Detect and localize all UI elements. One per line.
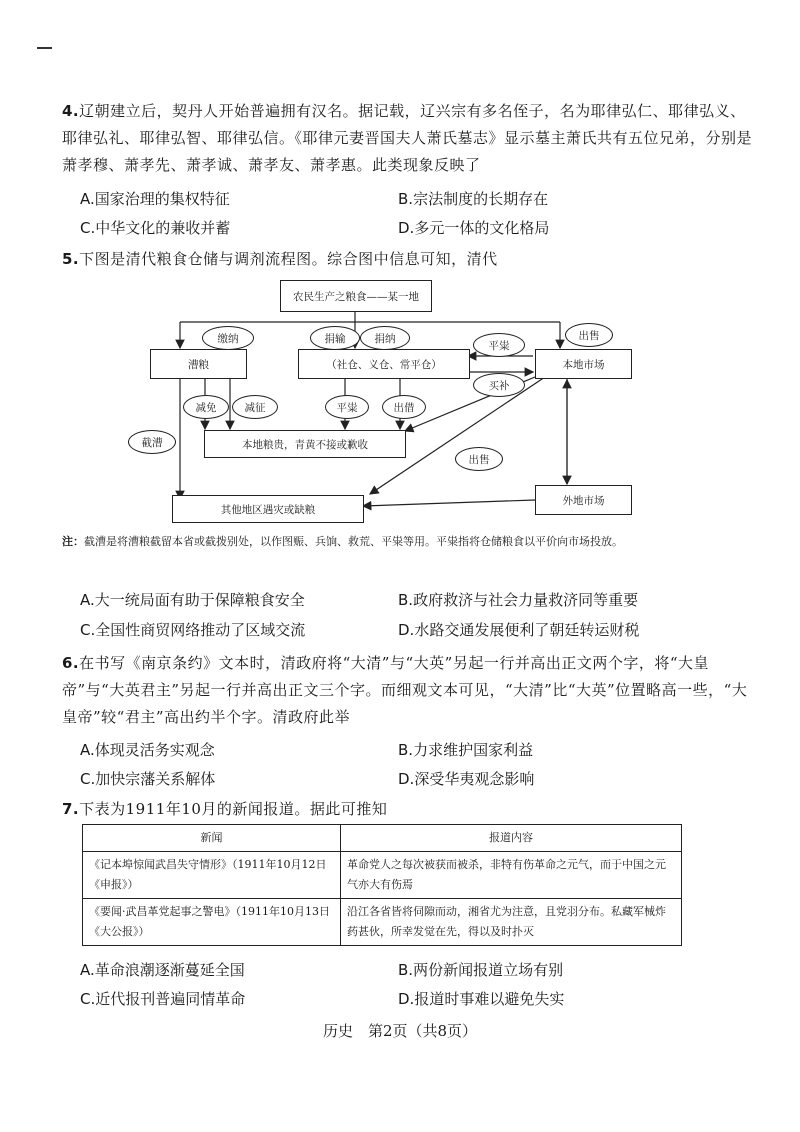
option-b[interactable]: B.两份新闻报道立场有别 bbox=[398, 961, 564, 979]
question-text: 在书写《南京条约》文本时，清政府将“大清”与“大英”另起一行并高出正文两个字，将“大皇帝”与“大英君主”另起一行并高出正文三个字。而细观文本可见，“大清”比“大英”位置略高一些，“大皇帝”较“君主”高出约半个字。清政府此举 bbox=[62, 654, 748, 726]
box-other-region: 其他地区遇灾或缺粮 bbox=[172, 495, 364, 523]
option-d[interactable]: D.水路交通发展便利了朝廷转运财税 bbox=[398, 621, 640, 639]
option-a[interactable]: A.体现灵活务实观念 bbox=[80, 741, 215, 759]
question-number: 7. bbox=[62, 800, 80, 818]
box-local-grain: 本地粮贵，青黄不接或歉收 bbox=[204, 430, 406, 458]
option-a[interactable]: A.大一统局面有助于保障粮食安全 bbox=[80, 591, 305, 609]
box-caoliang: 漕粮 bbox=[150, 349, 247, 379]
option-c[interactable]: C.加快宗藩关系解体 bbox=[80, 770, 216, 788]
table-cell: 革命党人之每次被获而被杀，非特有伤革命之元气，而于中国之元气亦大有伤焉 bbox=[341, 852, 682, 899]
ellipse-juanna: 捐纳 bbox=[360, 326, 410, 350]
box-farmer-grain: 农民生产之粮食——某一地 bbox=[280, 280, 432, 312]
ellipse-juanshu: 捐输 bbox=[310, 326, 360, 350]
column-header-news: 新闻 bbox=[83, 825, 341, 852]
option-d[interactable]: D.多元一体的文化格局 bbox=[398, 219, 550, 237]
ellipse-jiecao: 截漕 bbox=[128, 430, 176, 454]
table-cell: 《记本埠惊闻武昌失守情形》（1911年10月12日《申报》） bbox=[83, 852, 341, 899]
table-header-row bbox=[83, 825, 682, 852]
option-b[interactable]: B.力求维护国家利益 bbox=[398, 741, 534, 759]
question-7-stem bbox=[62, 796, 752, 823]
column-header-content: 报道内容 bbox=[341, 825, 682, 852]
ellipse-pingtiao-mid: 平粜 bbox=[325, 395, 369, 419]
page-footer: 历史 第2页（共8页） bbox=[322, 1022, 478, 1040]
granary-flow-diagram bbox=[120, 272, 640, 527]
ellipse-pingtiao-top: 平粜 bbox=[473, 333, 525, 357]
question-number: 5. bbox=[62, 250, 80, 268]
ellipse-chushou-mid: 出售 bbox=[455, 447, 503, 471]
diagram-note: 注：截漕是将漕粮截留本省或截拨别处，以作图赈、兵饷、救荒、平粜等用。平粜指将仓储粮食以平价向市场投放。 bbox=[62, 535, 623, 548]
option-c[interactable]: C.近代报刊普遍同情革命 bbox=[80, 990, 246, 1008]
option-d[interactable]: D.报道时事难以避免失实 bbox=[398, 990, 565, 1008]
ellipse-jiaona: 缴纳 bbox=[202, 326, 254, 350]
box-local-market: 本地市场 bbox=[535, 349, 632, 379]
option-d[interactable]: D.深受华夷观念影响 bbox=[398, 770, 535, 788]
option-c[interactable]: C.中华文化的兼收并蓄 bbox=[80, 219, 231, 237]
corner-mark bbox=[37, 47, 52, 49]
question-number: 6. bbox=[62, 654, 80, 672]
question-5-stem bbox=[62, 246, 752, 273]
question-6-stem bbox=[62, 650, 752, 731]
table-row bbox=[83, 899, 682, 946]
option-b[interactable]: B.政府救济与社会力量救济同等重要 bbox=[398, 591, 639, 609]
table-cell: 《要闻·武昌革党起事之警电》（1911年10月13日《大公报》） bbox=[83, 899, 341, 946]
question-4-stem bbox=[62, 98, 752, 179]
option-a[interactable]: A.国家治理的集权特征 bbox=[80, 190, 230, 208]
ellipse-maibu: 买补 bbox=[473, 373, 525, 397]
ellipse-jianzheng: 减征 bbox=[232, 395, 278, 419]
option-c[interactable]: C.全国性商贸网络推动了区域交流 bbox=[80, 621, 306, 639]
option-b[interactable]: B.宗法制度的长期存在 bbox=[398, 190, 549, 208]
question-text: 辽朝建立后，契丹人开始普遍拥有汉名。据记载，辽兴宗有多名侄子，名为耶律弘仁、耶律弘义、耶律弘礼、耶律弘智、耶律弘信。《耶律元妻晋国夫人萧氏墓志》显示墓主萧氏共有五位兄弟，分别是萧孝穆、萧孝先、萧孝诚、萧孝友、萧孝惠。此类现象反映了 bbox=[62, 102, 753, 174]
question-text: 下表为1911年10月的新闻报道。据此可推知 bbox=[79, 800, 388, 818]
table-row bbox=[83, 852, 682, 899]
option-a[interactable]: A.革命浪潮逐渐蔓延全国 bbox=[80, 961, 245, 979]
table-cell: 沿江各省皆将伺隙而动，湘省尤为注意，且党羽分布。私藏军械炸药甚伙，所幸发觉在先，得以及时扑灭 bbox=[341, 899, 682, 946]
ellipse-chujie: 出借 bbox=[382, 395, 426, 419]
ellipse-jianmian: 减免 bbox=[183, 395, 229, 419]
box-other-market: 外地市场 bbox=[535, 485, 632, 515]
news-table bbox=[82, 824, 682, 946]
ellipse-chushou-top: 出售 bbox=[565, 323, 613, 347]
box-granary: （社仓、义仓、常平仓） bbox=[298, 349, 470, 379]
question-number: 4. bbox=[62, 102, 80, 120]
question-text: 下图是清代粮食仓储与调剂流程图。综合图中信息可知，清代 bbox=[79, 250, 498, 268]
